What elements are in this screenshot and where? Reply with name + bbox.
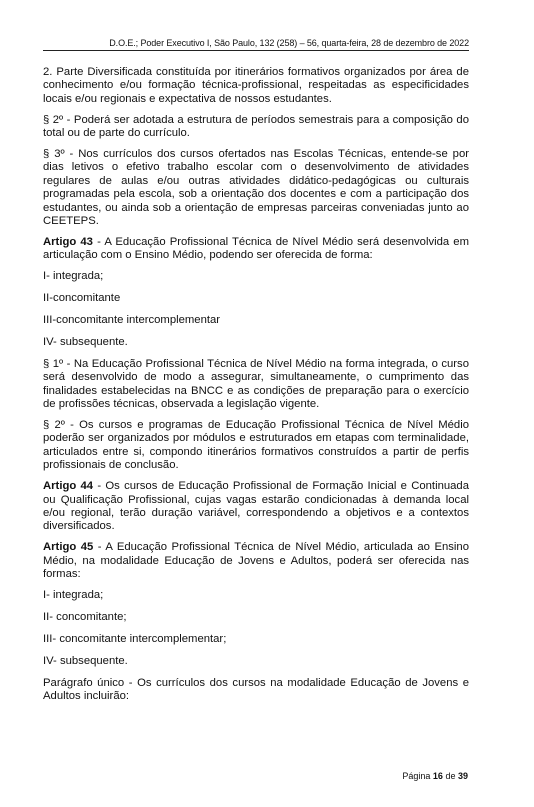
paragraph-3-dias-letivos: § 3º - Nos currículos dos cursos ofertados nas Escolas Técnicas, entende-se por dias letivos o efetivo trabalho escolar com o desenvolvimento de atividades regulares de aulas e/ou outras atividades didático-pedagógicas ou culturais programadas pela escola, sob a orientação dos docentes e com a participação dos estudantes, ou ainda sob a orientação de empresas parceiras conveniadas junto ao CEETEPS. [43,148,469,228]
paragraph-2-modulos: § 2º - Os cursos e programas de Educação Profissional Técnica de Nível Médio poderão ser organizados por módulos e estruturados em etapas com terminalidade, articulados entre si, compondo itinerários formativos construídos a partir de perfis profissionais de conclusão. [43,419,469,472]
article-45 [43,541,469,581]
list-item: I- integrada; [43,270,104,283]
list-item: III- concomitante intercomplementar; [43,632,227,645]
document-body [43,66,469,711]
page-of: de [445,771,456,781]
header-text: D.O.E.; Poder Executivo I, São Paulo, 132 (258) – 56, quarta-feira, 28 de dezembro de 2022 [109,38,469,48]
page-current: 16 [432,771,443,781]
article-44-label: Artigo 44 [43,480,94,493]
page-number [402,771,468,781]
paragraph-parte-diversificada: 2. Parte Diversificada constituída por itinerários formativos organizados por área de conhecimento e/ou formação técnica-profissional, respeitadas as especificidades locais e/ou regionais e expectativa de nossos estudantes. [43,66,469,105]
page-total: 39 [457,771,468,781]
article-43-label: Artigo 43 [43,235,93,248]
article-44 [43,480,469,534]
article-44-text: - Os cursos de Educação Profissional de Formação Inicial e Continuada ou Qualificação Profissional, cujas vagas estarão condicionadas à demanda local e/ou regional, terão duração variável, correspondendo a objetivos e a contextos diversificados. [43,480,469,533]
article-45-text: - A Educação Profissional Técnica de Nível Médio, articulada ao Ensino Médio, na modalidade Educação de Jovens e Adultos, poderá ser oferecida nas formas: [43,541,469,581]
list-item: I- integrada; [43,589,104,601]
page-header [43,38,469,51]
list-item: II-concomitante [43,292,121,305]
list-item: IV- subsequente. [43,336,128,348]
article-43-text: - A Educação Profissional Técnica de Nível Médio será desenvolvida em articulação com o Ensino Médio, podendo ser oferecida de forma: [43,235,469,262]
list-item: IV- subsequente. [43,654,128,667]
article-45-label: Artigo 45 [43,541,94,554]
paragraph-1-forma-integrada: § 1º - Na Educação Profissional Técnica de Nível Médio na forma integrada, o curso será desenvolvido de modo a assegurar, simultaneamente, o cumprimento das finalidades estabelecidas na BNCC e as condições de preparação para o exercício de profissões técnicas, observada a legislação vigente. [43,357,469,411]
list-item: III-concomitante intercomplementar [43,314,221,327]
list-item: II- concomitante; [43,610,127,623]
page-label: Página [402,771,431,781]
article-43 [43,236,469,263]
paragraph-2-periodos-semestrais: § 2º - Poderá ser adotada a estrutura de períodos semestrais para a composição do total ou de parte do currículo. [43,113,469,140]
paragrafo-unico: Parágrafo único - Os currículos dos cursos na modalidade Educação de Jovens e Adultos incluirão: [43,676,469,703]
